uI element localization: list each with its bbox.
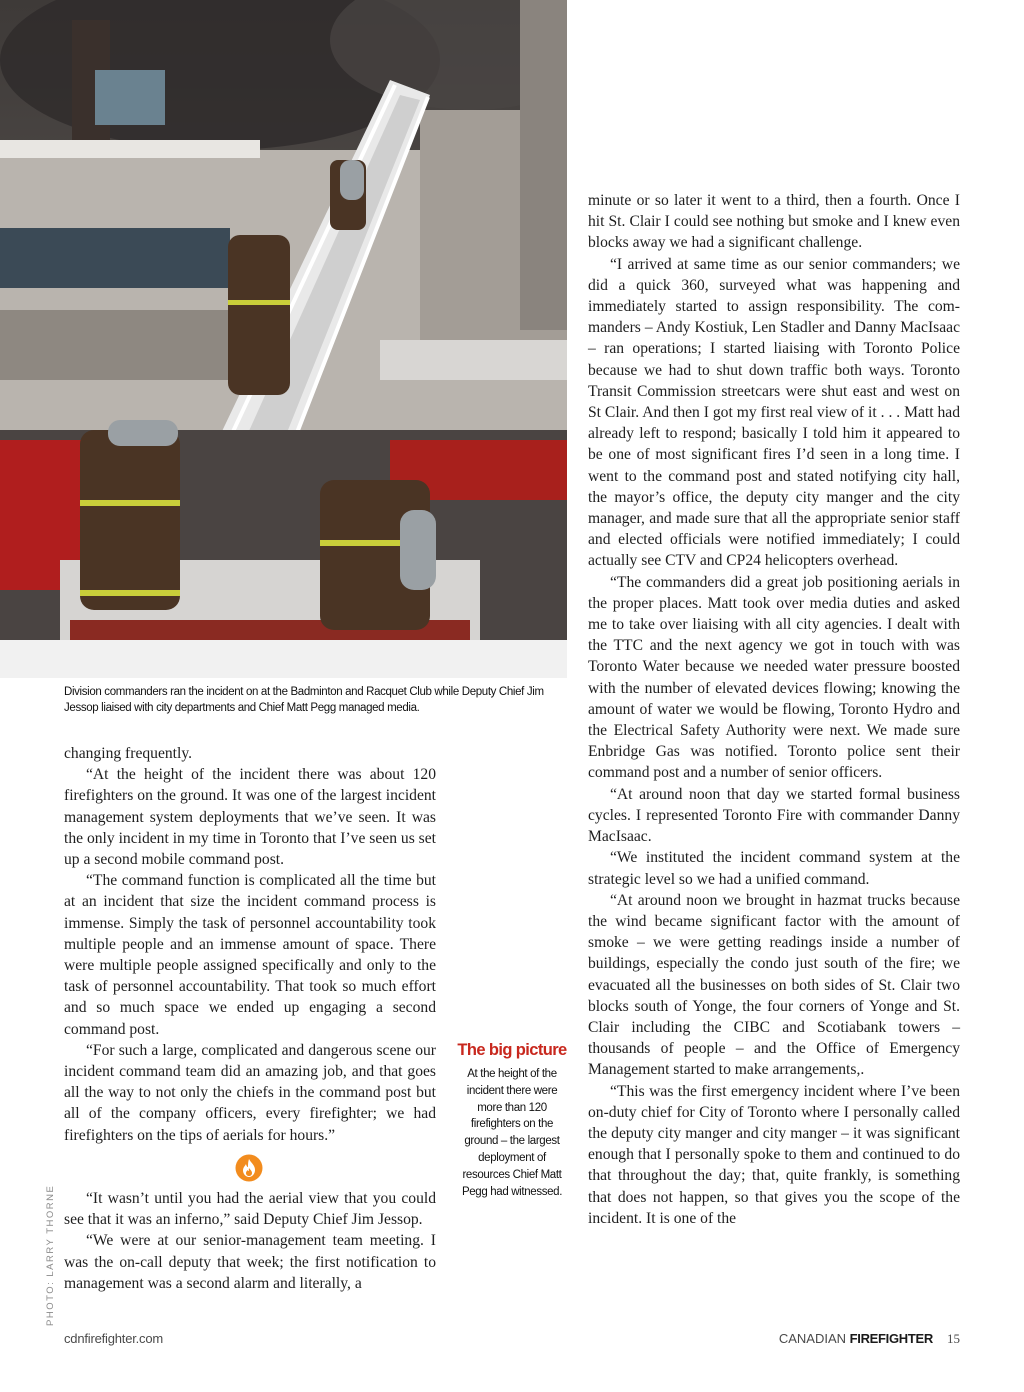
paragraph: “I arrived at same time as our senior commanders; we did a quick 360, surveyed what was happening and immediately started to assign responsibility. The commanders – Andy Kostiuk, Len Stadler and Danny MacIsaac – ran operations; I started liaising with Toronto Police because we had to shut down traffic both ways. Toronto Transit Commission streetcars were shut east and west on St Clair. And then I got my first real view of it . . . Matt had already left to respond; basically I told him it appeared to be one of most significant fires I’d seen in a long time. I went to the command post and stated notifying city hall, the mayor’s office, the deputy city manger and the city manager, and made sure that all the appropriate senior staff and elected officials were notified immediately; I could actually see CTV and CP24 helicopters overhead.: [588, 255, 960, 570]
body-column-left-top: [64, 743, 436, 1146]
magazine-name-bold: FIREFIGHTER: [849, 1331, 933, 1346]
sidebar-body: At the height of the incident there were more than 120 firefighters on the ground – the largest deployment of resources Chief Matt Pegg had witnessed.: [461, 1068, 563, 1198]
hero-photo: [0, 0, 567, 678]
paragraph: “This was the first emergency incident where I’ve been on-duty chief for City of Toronto where I personally called the deputy city manger and city manger – it was significant enough that I personally spoke to them and continued to do that throughout the day; that, quite frankly, is something that does not happen, so that gives you the scope of the incident. It is one of the: [588, 1082, 960, 1227]
photo-caption: Division commanders ran the incident on at the Badminton and Racquet Club while Deputy Chief Jim Jessop liaised with city departments and Chief Matt Pegg managed media.: [64, 686, 544, 714]
paragraph: “We instituted the incident command system at the strategic level so we had a unified command.: [588, 849, 960, 888]
magazine-name-light: CANADIAN: [778, 1331, 850, 1346]
paragraph: “It wasn’t until you had the aerial view that you could see that it was an inferno,” said Deputy Chief Jim Jessop.: [64, 1190, 436, 1229]
paragraph: “At around noon that day we started formal business cycles. I represented Toronto Fire with commander Danny MacIsaac.: [588, 785, 960, 846]
body-column-right: [588, 190, 960, 1229]
footer-website: cdnfirefighter.com: [64, 1331, 164, 1346]
paragraph: “For such a large, complicated and dangerous scene our incident command team did an amazing job, and that goes all the way to not only the chiefs in the command post but all of the company officers, every firefighter; we had firefighters on the tips of aerials for hours.”: [64, 1041, 436, 1144]
flame-icon: [235, 1154, 263, 1182]
paragraph: changing frequently.: [64, 745, 193, 762]
pull-out-sidebar: [456, 1040, 568, 1200]
firefighters-ladder-illustration: [0, 0, 567, 678]
paragraph: “We were at our senior-management team meeting. I was the on-call deputy that week; the first notification to management was a second alarm and literally, a: [64, 1232, 436, 1292]
paragraph: “The commanders did a great job positioning aerials in the proper places. Matt took over media duties and asked me to take over liaising with all city agencies. I dealt with the TTC and the next agency we got in touch with was Toronto Water because we needed water pressure boosted with the number of elevated devices flowing; knowing the amount of water we would be flowing, Toronto Hydro and the Electrical Safety Authority were next. We made sure Enbridge Gas was notified. Toronto police sent their command post and a number of senior officers.: [588, 573, 960, 782]
paragraph: minute or so later it went to a third, then a fourth. Once I hit St. Clair I could see nothing but smoke and I knew even blocks away we had a significant challenge.: [588, 192, 960, 252]
paragraph: “At around noon we brought in hazmat trucks because the wind became significant factor with the amount of smoke – we were getting readings inside a number of buildings, especially the condo just south of the fire; we evacuated all the businesses on both sides of St. Clair two blocks south of Yonge, the four corners of Yonge and St. Clair including the CIBC and Scotiabank towers – thousands of people – and the Office of Emergency Management started to make arrangements,.: [588, 891, 960, 1079]
photo-credit: PHOTO: LARRY THORNE: [45, 1184, 56, 1326]
paragraph: “The command function is complicated all the time but at an incident that size the incident command process is immense. Simply the task of personnel accountability took multiple people and an immense amount of space. There were multiple people assigned specifically and only to the task of personnel accountability. That took so much effort and so much space we ended up engaging a second command post.: [64, 872, 436, 1038]
body-column-left-bottom: [64, 1188, 436, 1294]
footer-magazine: [779, 1331, 960, 1347]
sidebar-title: The big picture: [457, 1041, 567, 1059]
paragraph: “At the height of the incident there was about 120 firefighters on the ground. It was one of the largest incident management system deployments that we’ve seen. It was the only incident in my time in Toronto that I’ve seen us set up a second mobile command post.: [64, 766, 436, 869]
page-number: 15: [947, 1331, 960, 1346]
